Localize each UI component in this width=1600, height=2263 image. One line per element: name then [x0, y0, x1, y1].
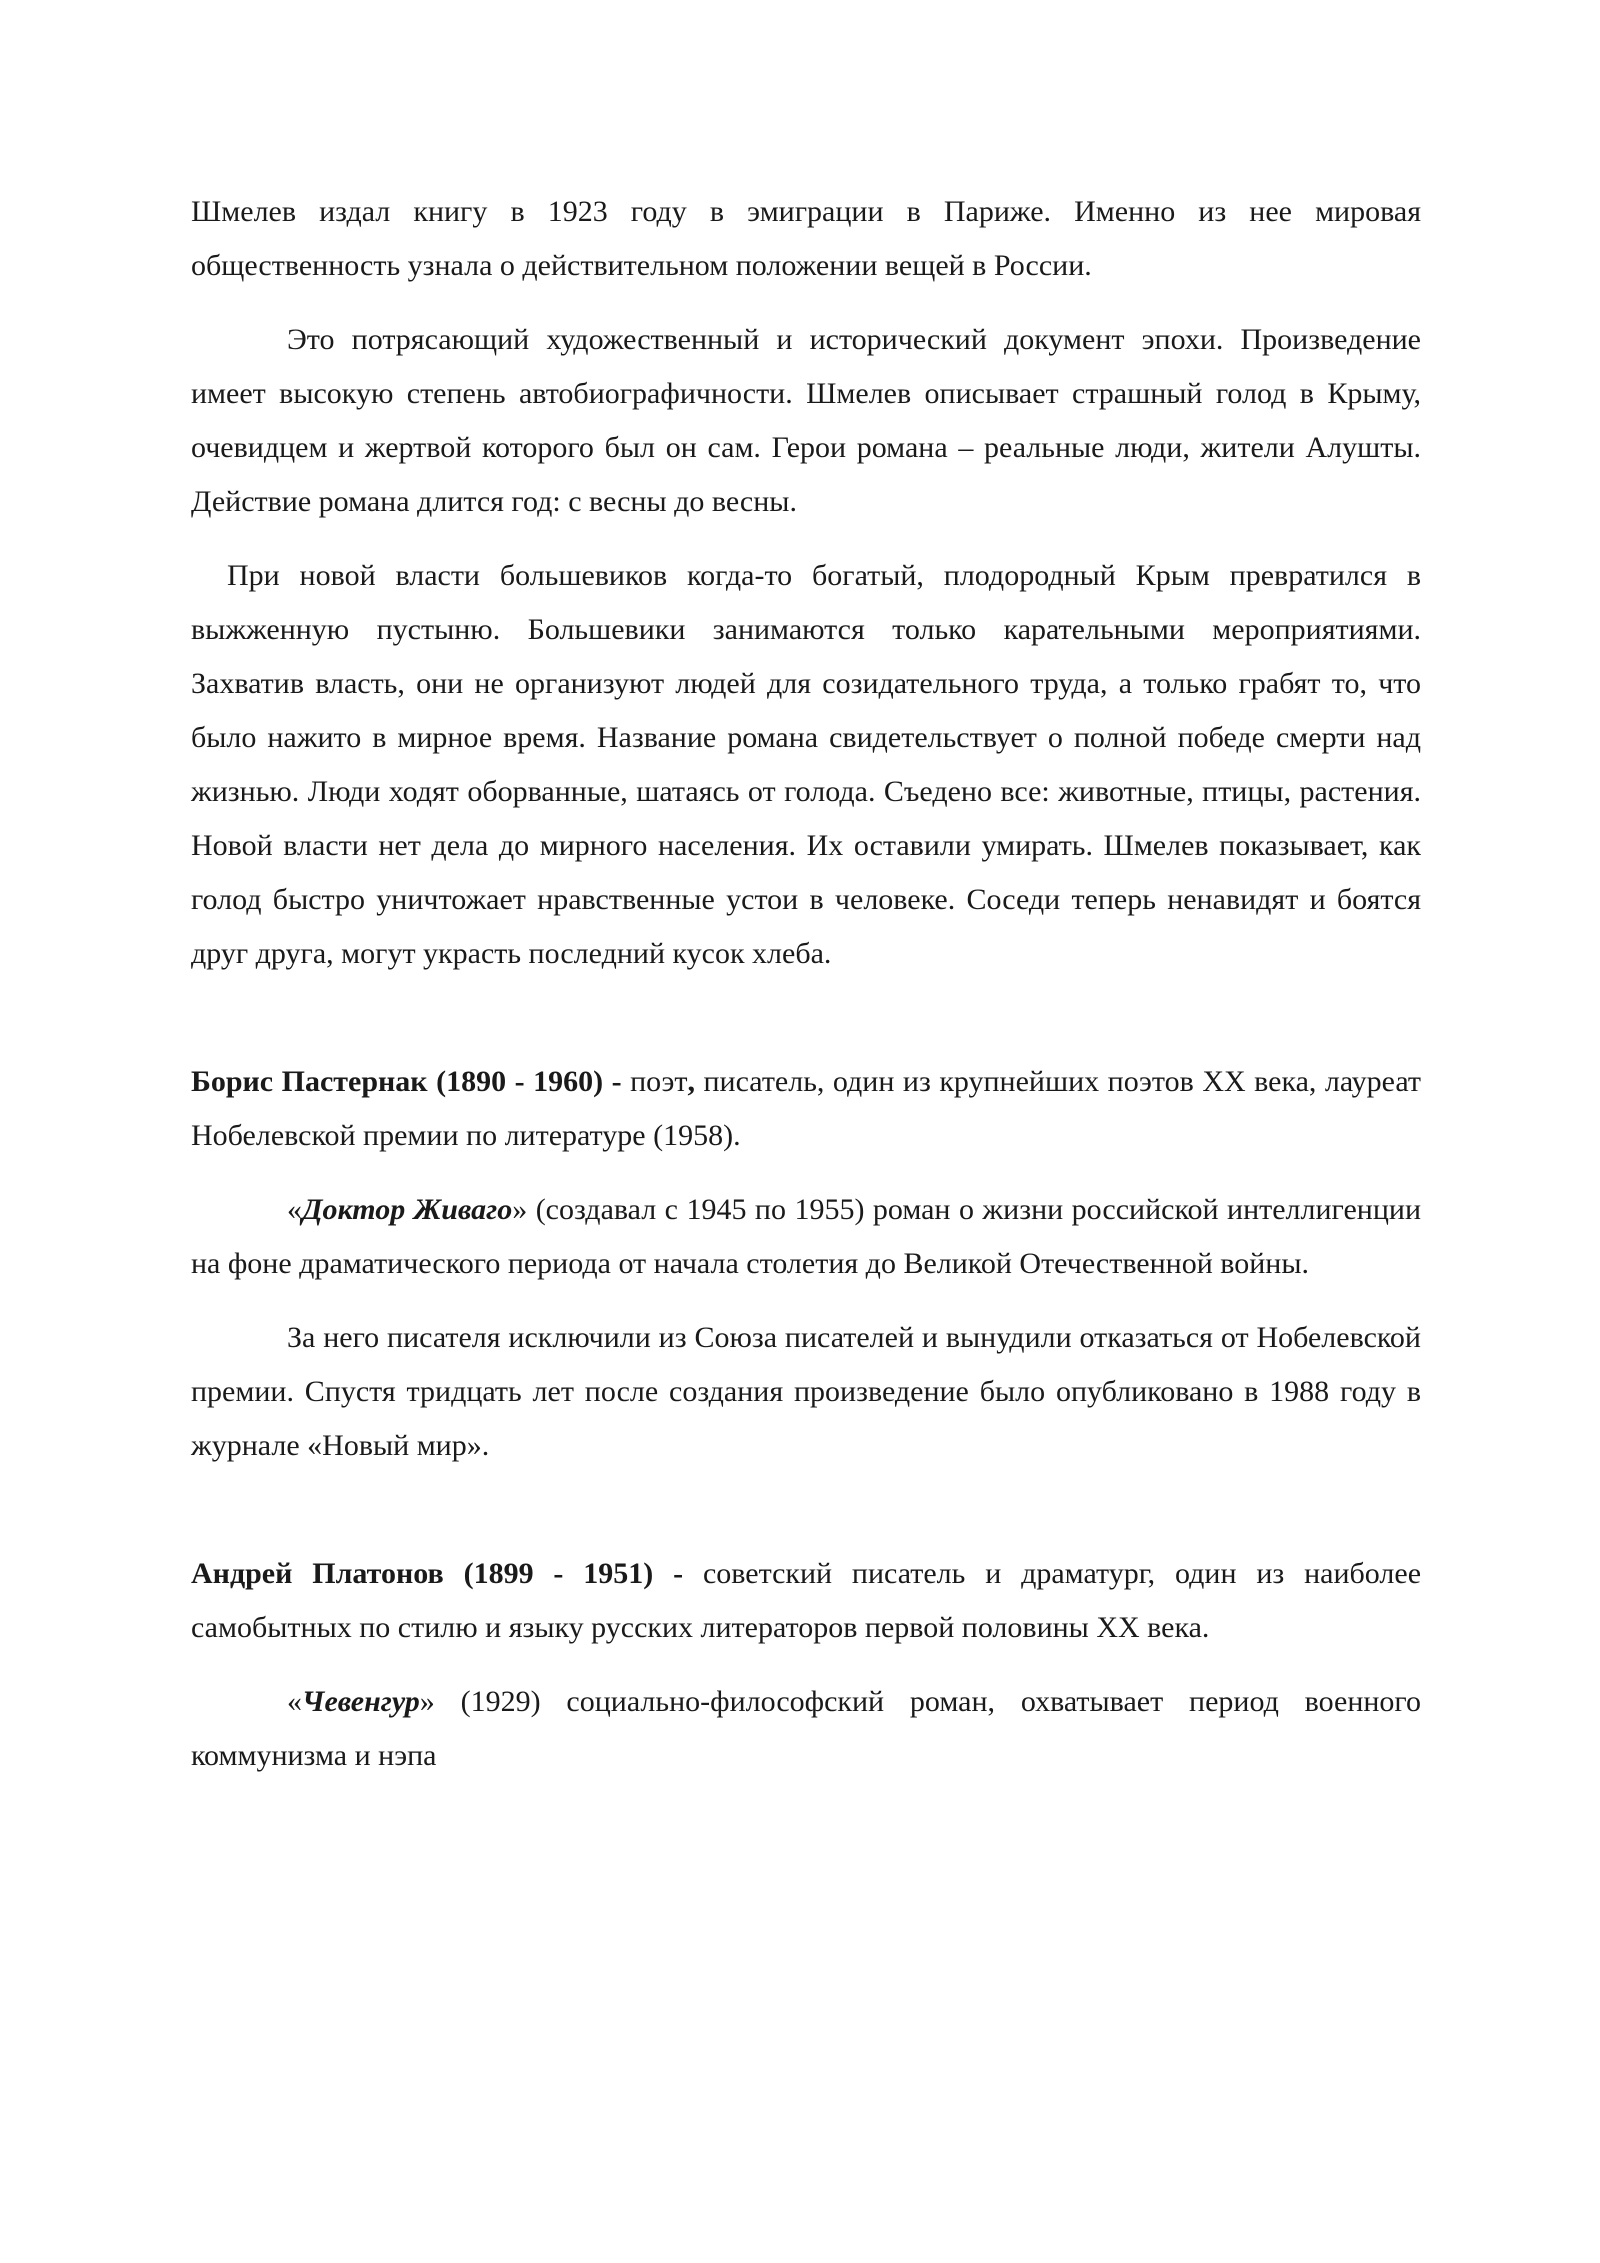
- pasternak-intro-text-a: поэт: [621, 1065, 688, 1098]
- work-title-chevengur: Чевенгур: [302, 1685, 420, 1718]
- work-quote-open: «: [287, 1193, 302, 1226]
- work-description: (создавал с 1945 по 1955) роман о жизни российской интеллигенции на фоне драматического периода от начала столетия до Великой Отечественной войны.: [191, 1193, 1421, 1280]
- work-quote-close: »: [419, 1685, 435, 1718]
- pasternak-heading: Борис Пастернак (1890 - 1960) -: [191, 1065, 622, 1098]
- shmelev-paragraph-2: Это потрясающий художественный и исторический документ эпохи. Произведение имеет высокую степень автобиографичности. Шмелев описывает страшный голод в Крыму, очевидцем и жертвой которого был он сам. Герои романа – реальные люди, жители Алушты. Действие романа длится год: с весны до весны.: [191, 323, 1421, 518]
- shmelev-paragraph-3: При новой власти большевиков когда-то богатый, плодородный Крым превратился в выжженную пустыню. Большевики занимаются только карательными мероприятиями. Захватив власть, они не организуют людей для созидательного труда, а только грабят то, что было нажито в мирное время. Название романа свидетельствует о полной победе смерти над жизнью. Люди ходят оборванные, шатаясь от голода. Съедено все: животные, птицы, растения. Новой власти нет дела до мирного населения. Их оставили умирать. Шмелев показывает, как голод быстро уничтожает нравственные устои в человеке. Соседи теперь ненавидят и боятся друг друга, могут украсть последний кусок хлеба.: [191, 559, 1421, 970]
- pasternak-paragraph-after: За него писателя исключили из Союза писателей и вынудили отказаться от Нобелевской премии. Спустя тридцать лет после создания произведение было опубликовано в 1988 году в журнале «Новый мир».: [191, 1321, 1421, 1462]
- work-quote-open: «: [287, 1685, 302, 1718]
- work-description: (1929) социально-философский роман, охватывает период военного коммунизма и нэпа: [191, 1685, 1421, 1772]
- work-quote-close: »: [512, 1193, 528, 1226]
- pasternak-intro-comma: ,: [687, 1065, 695, 1098]
- platonov-intro: [191, 1547, 1421, 1655]
- platonov-intro-text: советский писатель и драматург, один из наиболее самобытных по стилю и языку русских литераторов первой половины XX века.: [191, 1557, 1422, 1644]
- pasternak-intro: [191, 1055, 1421, 1163]
- pasternak-work-paragraph: [191, 1183, 1421, 1291]
- pasternak-intro-text-b: писатель, один из крупнейших поэтов XX века, лауреат Нобелевской премии по литературе (1958).: [191, 1065, 1421, 1152]
- platonov-work-paragraph: [191, 1675, 1421, 1783]
- platonov-heading: Андрей Платонов (1899 - 1951) -: [191, 1557, 684, 1590]
- shmelev-paragraph-1: Шмелев издал книгу в 1923 году в эмиграции в Париже. Именно из нее мировая общественность узнала о действительном положении вещей в России.: [191, 195, 1421, 282]
- work-title-doctor-zhivago: Доктор Живаго: [302, 1193, 513, 1226]
